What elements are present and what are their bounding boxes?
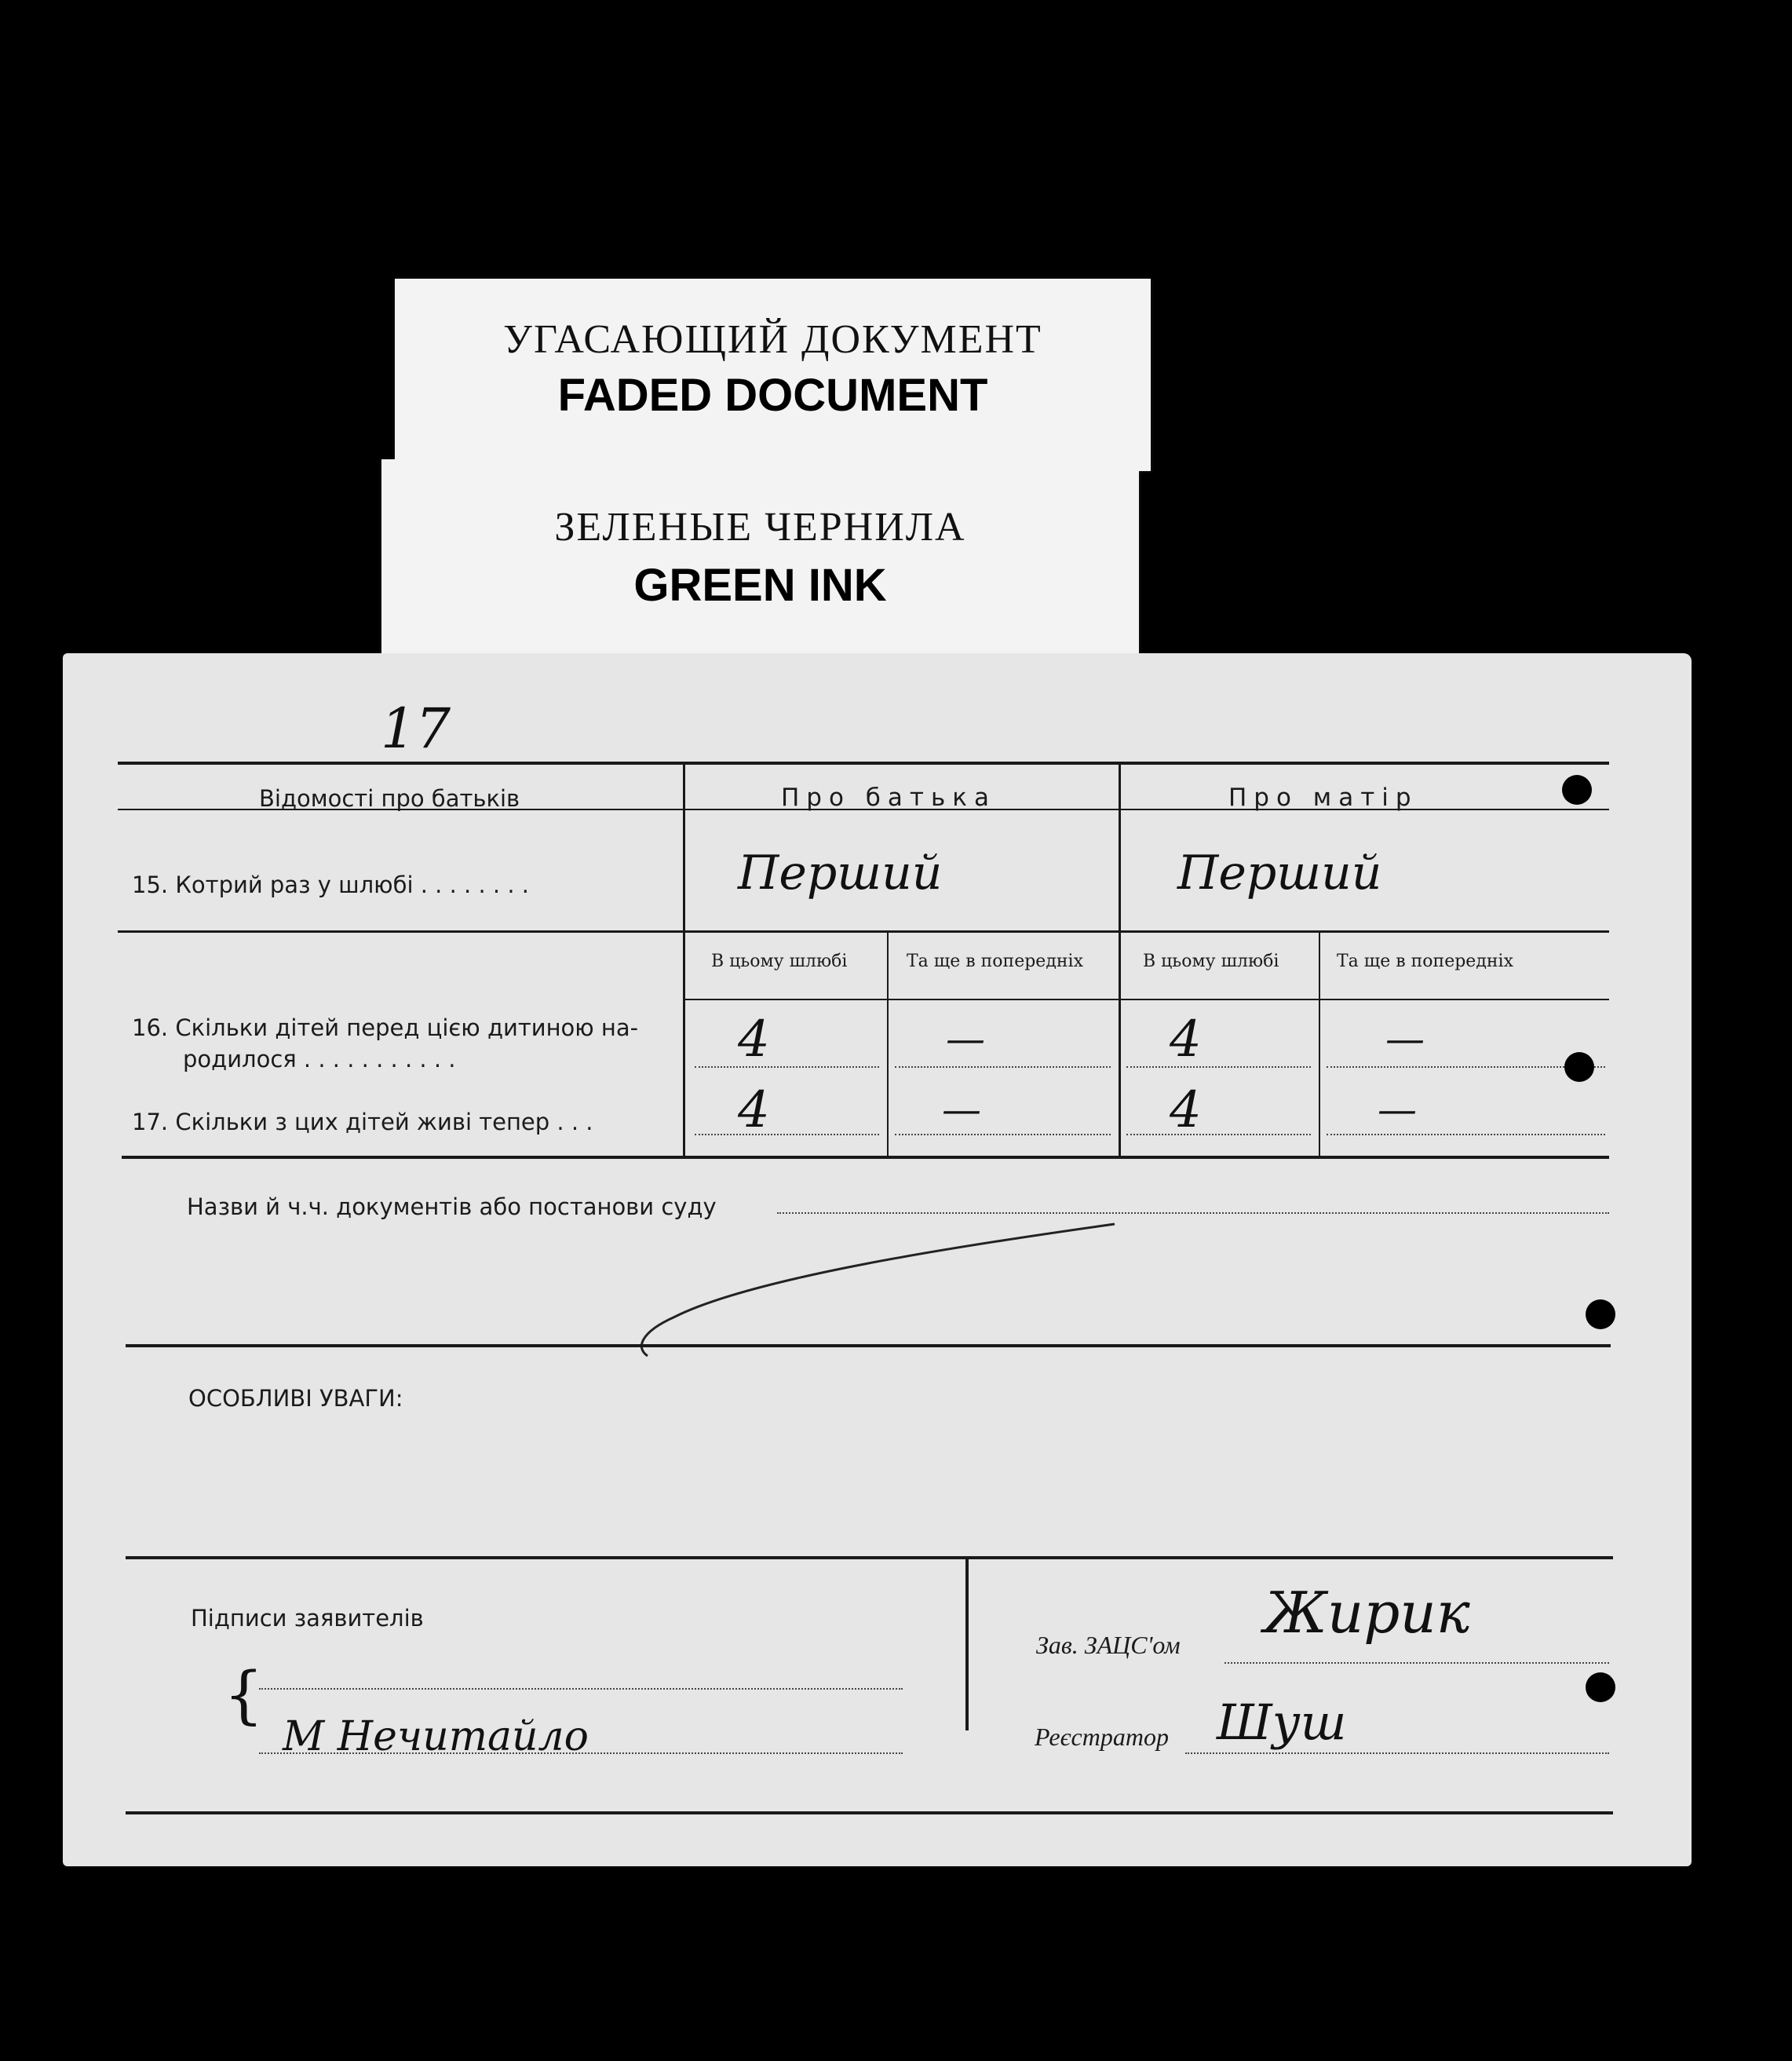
divider xyxy=(126,1811,1613,1814)
column-divider xyxy=(887,932,889,1156)
divider xyxy=(126,1344,1611,1347)
tag-english-text: GREEN INK xyxy=(633,560,887,611)
header-parents-info: Відомості про батьків xyxy=(259,785,520,812)
registry-head-signature: Жирик xyxy=(1264,1580,1470,1646)
row15-father-value: Перший xyxy=(738,846,943,901)
green-ink-tag xyxy=(381,459,1139,656)
row16-father-this: 4 xyxy=(738,1010,770,1069)
documents-label: Назви й ч.ч. документів або постанови суду xyxy=(187,1193,717,1220)
binder-hole xyxy=(1586,1299,1615,1329)
row17-label: 17. Скільки з цих дітей живі тепер . . . xyxy=(132,1109,593,1135)
row16-label-line2: родилося . . . . . . . . . . . xyxy=(183,1046,456,1073)
divider xyxy=(122,1156,1609,1159)
binder-hole xyxy=(1562,775,1592,805)
registrar-label: Реєстратор xyxy=(1035,1723,1169,1751)
subheader-this-marriage-father: В цьому шлюбі xyxy=(711,952,848,971)
subheader-this-marriage-mother: В цьому шлюбі xyxy=(1143,952,1279,971)
column-divider xyxy=(1119,763,1121,1156)
divider xyxy=(118,762,1609,765)
page-number-mark: 17 xyxy=(381,696,451,761)
divider xyxy=(126,1556,1613,1559)
subheader-previous-mother: Та ще в попередніх xyxy=(1337,952,1513,971)
column-divider xyxy=(1319,932,1320,1156)
brace-mark: { xyxy=(224,1658,264,1731)
divider xyxy=(118,930,1609,933)
row16-mother-this: 4 xyxy=(1170,1010,1202,1069)
row16-father-previous: — xyxy=(946,1016,985,1062)
registry-head-label: Зав. ЗАЦС'ом xyxy=(1036,1631,1181,1659)
row17-mother-previous: — xyxy=(1378,1087,1417,1132)
row15-mother-value: Перший xyxy=(1177,846,1382,901)
applicant-signatures-label: Підписи заявителів xyxy=(191,1605,424,1632)
row15-label: 15. Котрий раз у шлюбі . . . . . . . . xyxy=(132,872,529,898)
faded-document-tag xyxy=(395,279,1151,471)
column-divider xyxy=(965,1558,969,1730)
remarks-label: ОСОБЛИВІ УВАГИ: xyxy=(188,1385,403,1412)
tag-english-text: FADED DOCUMENT xyxy=(557,370,988,421)
column-divider xyxy=(683,763,685,1156)
row16-mother-previous: — xyxy=(1385,1016,1425,1062)
strike-through-flourish xyxy=(628,1215,1130,1364)
row17-father-previous: — xyxy=(942,1087,981,1132)
row16-label-line1: 16. Скільки дітей перед цією дитиною на- xyxy=(132,1014,639,1041)
applicant-signature: М Нечитайло xyxy=(283,1713,589,1760)
row17-father-this: 4 xyxy=(738,1081,770,1139)
header-about-father: Про батька xyxy=(781,784,996,812)
registrar-signature: Шуш xyxy=(1217,1694,1347,1751)
row17-mother-this: 4 xyxy=(1170,1081,1202,1139)
header-about-mother: Про матір xyxy=(1228,784,1418,812)
subheader-previous-father: Та ще в попередніх xyxy=(907,952,1083,971)
registration-form-sheet xyxy=(63,653,1692,1866)
binder-hole xyxy=(1586,1672,1615,1702)
tag-russian-text: ЗЕЛЕНЫЕ ЧЕРНИЛА xyxy=(554,505,966,550)
binder-hole xyxy=(1564,1052,1594,1082)
tag-russian-text: УГАСАЮЩИЙ ДОКУМЕНТ xyxy=(503,317,1042,362)
divider xyxy=(685,999,1609,1000)
